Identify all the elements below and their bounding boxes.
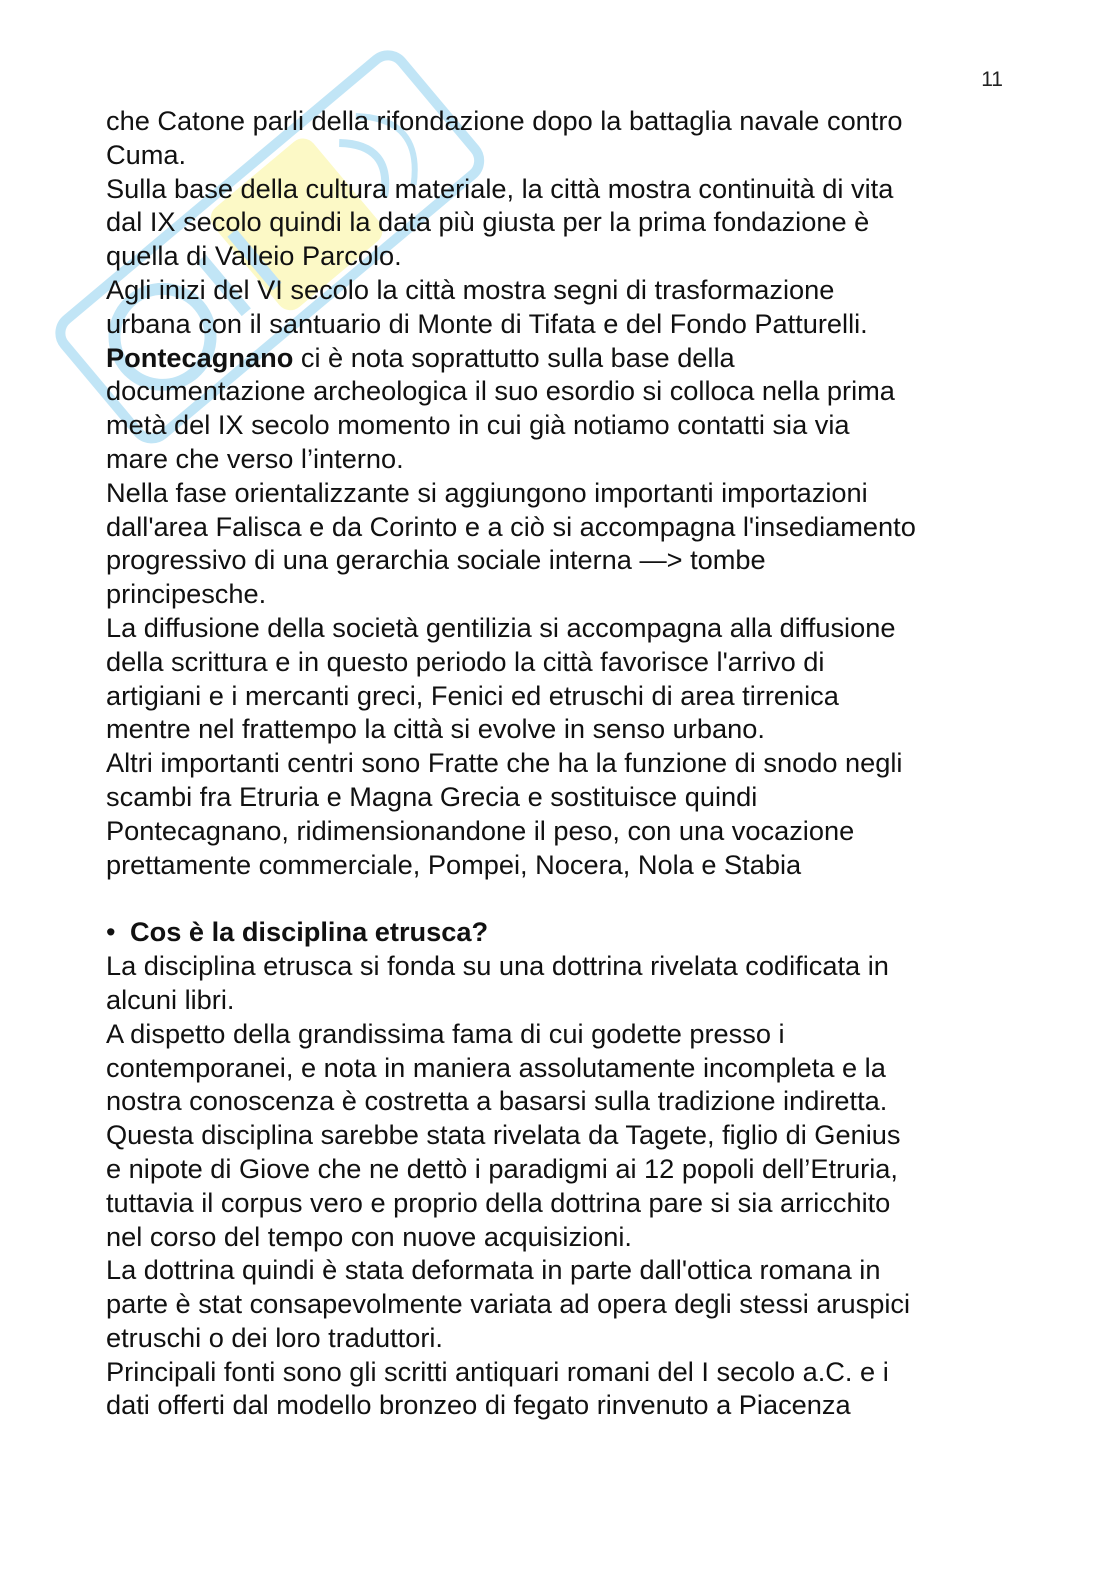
text-line: urbana con il santuario di Monte di Tifata e del Fondo Patturelli. xyxy=(106,307,868,339)
text-line: tuttavia il corpus vero e proprio della dottrina pare si sia arricchito xyxy=(106,1186,891,1218)
text-line: etruschi o dei loro traduttori. xyxy=(106,1321,443,1353)
text-line: nostra conoscenza è costretta a basarsi sulla tradizione indiretta. xyxy=(106,1085,888,1117)
text-line: Principali fonti sono gli scritti antiquari romani del I secolo a.C. e i xyxy=(106,1355,889,1387)
text-line: La diffusione della società gentilizia si accompagna alla diffusione xyxy=(106,611,896,643)
text-line: mare che verso l’interno. xyxy=(106,442,404,474)
text-line xyxy=(106,341,1006,375)
text-line: parte è stat consapevolmente variata ad opera degli stessi aruspici xyxy=(106,1288,910,1320)
text-line: Pontecagnano, ridimensionandone il peso, con una vocazione xyxy=(106,814,855,846)
paragraph-spacer xyxy=(106,881,1006,915)
text-line: dall'area Falisca e da Corinto e a ciò si accompagna l'insediamento xyxy=(106,510,916,542)
text-line: della scrittura e in questo periodo la città favorisce l'arrivo di xyxy=(106,645,825,677)
text-line: metà del IX secolo momento in cui già notiamo contatti sia via xyxy=(106,409,850,441)
text-line: dal IX secolo quindi la data più giusta per la prima fondazione è xyxy=(106,206,870,238)
section-campania-cities xyxy=(106,104,1006,881)
text-line: alcuni libri. xyxy=(106,983,235,1015)
text-line: Questa disciplina sarebbe stata rivelata da Tagete, figlio di Genius xyxy=(106,1119,901,1151)
text-line: e nipote di Giove che ne dettò i paradigmi ai 12 popoli dell’Etruria, xyxy=(106,1152,898,1184)
document-body xyxy=(106,104,1006,1422)
section-heading xyxy=(106,915,1006,949)
text-line: principesche. xyxy=(106,578,267,610)
text-line: nel corso del tempo con nuove acquisizioni. xyxy=(106,1220,632,1252)
text-line: scambi fra Etruria e Magna Grecia e sostituisce quindi xyxy=(106,780,758,812)
bold-term-pontecagnano: Pontecagnano xyxy=(106,341,294,373)
text-line: progressivo di una gerarchia sociale interna —> tombe xyxy=(106,544,766,576)
text-line: La dottrina quindi è stata deformata in parte dall'ottica romana in xyxy=(106,1254,881,1286)
text-line: documentazione archeologica il suo esordio si colloca nella prima xyxy=(106,375,895,407)
text-line: contemporanei, e nota in maniera assolutamente incompleta e la xyxy=(106,1051,886,1083)
text-line: Agli inizi del VI secolo la città mostra segni di trasformazione xyxy=(106,273,835,305)
section-disciplina-etrusca xyxy=(106,915,1006,1422)
text-line: artigiani e i mercanti greci, Fenici ed etruschi di area tirrenica xyxy=(106,679,839,711)
text-line: A dispetto della grandissima fama di cui godette presso i xyxy=(106,1017,785,1049)
text-line: che Catone parli della rifondazione dopo la battaglia navale contro xyxy=(106,105,903,136)
text-line: quella di Valleio Parcolo. xyxy=(106,240,402,272)
text-line: Nella fase orientalizzante si aggiungono importanti importazioni xyxy=(106,476,868,508)
text-line: prettamente commerciale, Pompei, Nocera, Nola e Stabia xyxy=(106,848,802,880)
text-line: mentre nel frattempo la città si evolve in senso urbano. xyxy=(106,713,765,745)
bullet-icon: • xyxy=(106,916,116,948)
text-line: dati offerti dal modello bronzeo di fegato rinvenuto a Piacenza xyxy=(106,1389,851,1421)
text-line: La disciplina etrusca si fonda su una dottrina rivelata codificata in xyxy=(106,950,889,982)
text-line: Altri importanti centri sono Fratte che ha la funzione di snodo negli xyxy=(106,747,903,779)
text-span: ci è nota soprattutto sulla base della xyxy=(293,341,735,373)
text-line: Sulla base della cultura materiale, la città mostra continuità di vita xyxy=(106,172,894,204)
heading-text: Cos è la disciplina etrusca? xyxy=(130,916,489,948)
page-number: 11 xyxy=(981,68,1003,91)
text-line: Cuma. xyxy=(106,138,187,170)
